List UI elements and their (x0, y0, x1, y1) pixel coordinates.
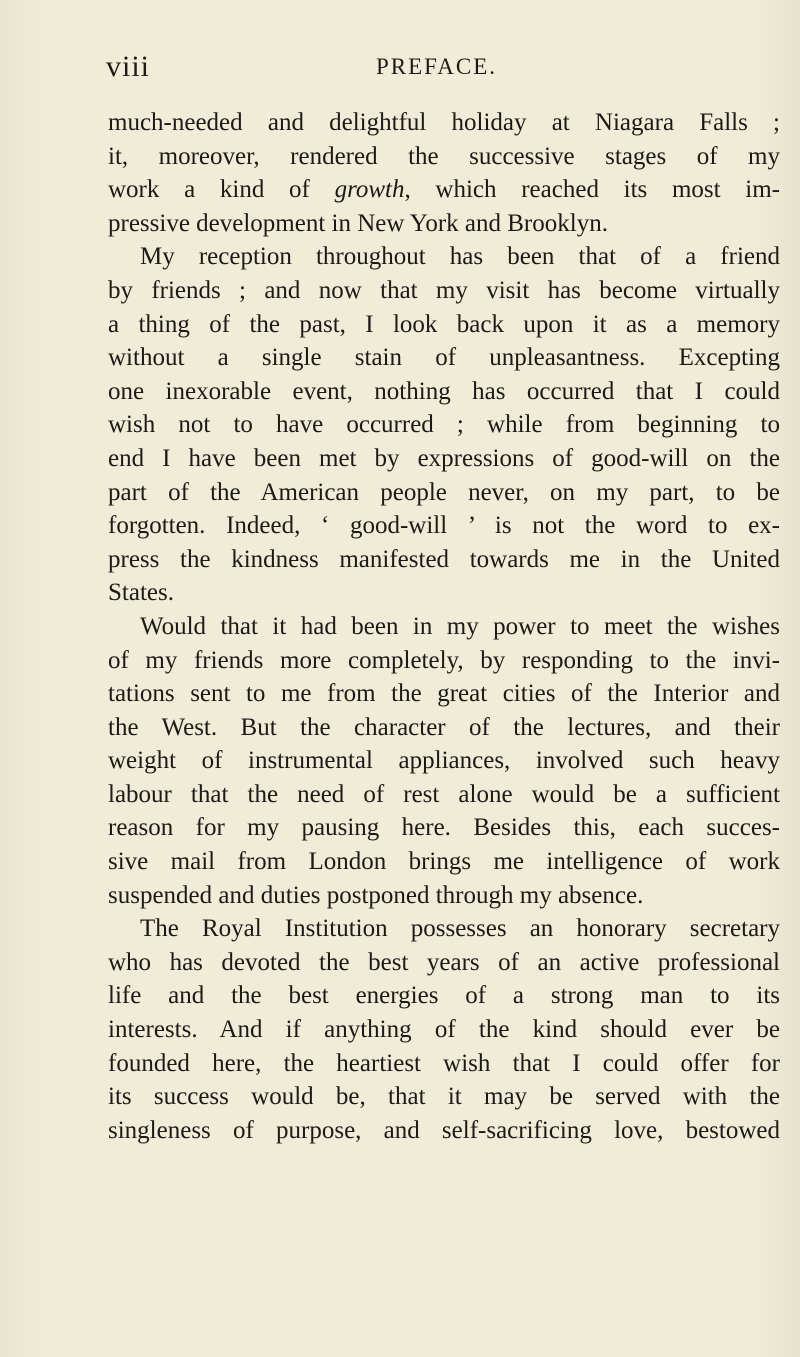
paragraph-first-line: The Royal Institution possesses an honorary secretary (140, 915, 780, 943)
paragraph-first-line: My reception throughout has been that of a friend (140, 243, 780, 271)
text-line: part of the American people never, on my part, to be (108, 478, 780, 506)
text-line: a thing of the past, I look back upon it as a memory (108, 310, 780, 338)
text-line: forgotten. Indeed, ‘ good-will ’ is not the word to ex- (108, 512, 780, 540)
italic-word: growth (334, 176, 405, 204)
text-line: tations sent to me from the great cities of the Interior and (108, 680, 780, 708)
text-line: wish not to have occurred ; while from beginning to (108, 411, 780, 439)
text-line: by friends ; and now that my visit has become virtually (108, 276, 780, 304)
text-line: sive mail from London brings me intelligence of work (108, 848, 780, 876)
text-line: life and the best energies of a strong man to its (108, 982, 780, 1010)
text-line: who has devoted the best years of an active professional (108, 948, 780, 976)
text-line: pressive development in New York and Brooklyn. (108, 209, 608, 237)
text-line: singleness of purpose, and self-sacrificing love, bestowed (108, 1116, 780, 1144)
text-line-segment: work a kind of (108, 176, 335, 204)
text-line: States. (108, 579, 174, 607)
running-title: PREFACE. (376, 54, 498, 79)
text-line: weight of instrumental appliances, involved such heavy (108, 747, 780, 775)
text-line: suspended and duties postponed through my absence. (108, 881, 644, 909)
text-line: its success would be, that it may be served with the (108, 1083, 780, 1111)
text-line: much-needed and delightful holiday at Niagara Falls ; (108, 109, 780, 136)
text-line (108, 173, 780, 207)
body-text (108, 106, 780, 1147)
text-line: reason for my pausing here. Besides this, each succes- (108, 814, 780, 842)
text-line: the West. But the character of the lectures, and their (108, 713, 780, 741)
text-line: it, moreover, rendered the successive stages of my (108, 142, 780, 170)
paragraph-first-line: Would that it had been in my power to meet the wishes (140, 612, 780, 640)
text-line: press the kindness manifested towards me in the United (108, 545, 780, 573)
text-line: end I have been met by expressions of good-will on the (108, 444, 780, 472)
text-line: without a single stain of unpleasantness. Excepting (108, 344, 780, 372)
text-line: one inexorable event, nothing has occurred that I could (108, 377, 780, 405)
text-line: labour that the need of rest alone would be a sufficient (108, 780, 780, 808)
text-line: of my friends more completely, by responding to the invi- (108, 646, 780, 674)
running-head (106, 50, 778, 82)
text-line: interests. And if anything of the kind should ever be (108, 1016, 780, 1044)
text-line: founded here, the heartiest wish that I could offer for (108, 1049, 780, 1077)
page-number: viii (106, 50, 151, 83)
text-line-segment: , which reached its most im- (404, 176, 781, 204)
